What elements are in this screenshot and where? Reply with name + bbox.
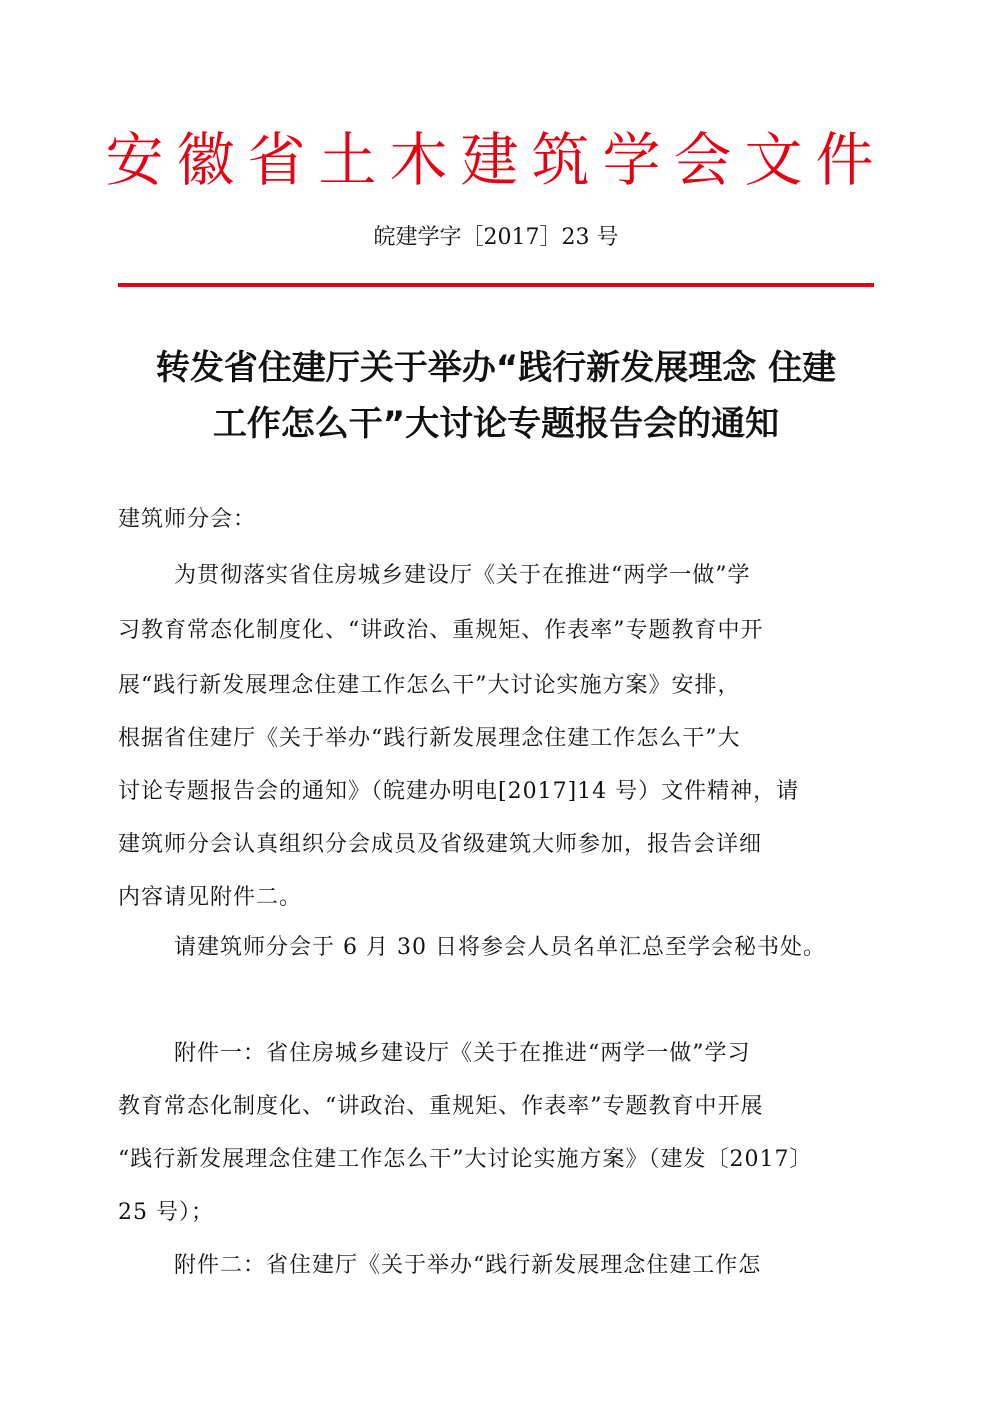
salutation: 建筑师分会： <box>118 507 257 532</box>
document-number: 皖建学字［2017］23 号 <box>373 225 619 250</box>
attachment-1-line: 25 号）； <box>118 1200 214 1225</box>
org-title: 安徽省土木建筑学会文件 <box>105 126 887 194</box>
title-line: 转发省住建厅关于举办“践行新发展理念 住建 <box>155 348 837 388</box>
paragraph-line: 建筑师分会认真组织分会成员及省级建筑大师参加，报告会详细 <box>118 832 763 857</box>
attachment-1-line: 教育常态化制度化、“讲政治、重规矩、作表率”专题教育中开展 <box>118 1094 764 1119</box>
paragraph-line: 内容请见附件二。 <box>118 885 303 910</box>
attachment-2-line: 附件二：省住建厅《关于举办“践行新发展理念住建工作怎 <box>174 1253 762 1278</box>
notice-title <box>100 340 892 452</box>
paragraph-line: 根据省住建厅《关于举办“践行新发展理念住建工作怎么干”大 <box>118 726 741 751</box>
paragraph-2: 请建筑师分会于 6 月 30 日将参会人员名单汇总至学会秘书处。 <box>174 935 826 960</box>
paragraph-line: 展“践行新发展理念住建工作怎么干”大讨论实施方案》安排， <box>118 673 741 698</box>
red-separator-line <box>118 283 874 287</box>
title-line: 工作怎么干”大讨论专题报告会的通知 <box>212 404 780 444</box>
paragraph-line: 讨论专题报告会的通知》（皖建办明电[2017]14 号）文件精神，请 <box>118 779 800 804</box>
attachment-1-line: “践行新发展理念住建工作怎么干”大讨论实施方案》（建发〔2017〕 <box>118 1147 813 1172</box>
paragraph-line: 习教育常态化制度化、“讲政治、重规矩、作表率”专题教育中开 <box>118 618 764 643</box>
attachment-1-line: 附件一：省住房城乡建设厅《关于在推进“两学一做”学习 <box>174 1041 751 1066</box>
paragraph-line: 为贯彻落实省住房城乡建设厅《关于在推进“两学一做”学 <box>174 563 751 588</box>
